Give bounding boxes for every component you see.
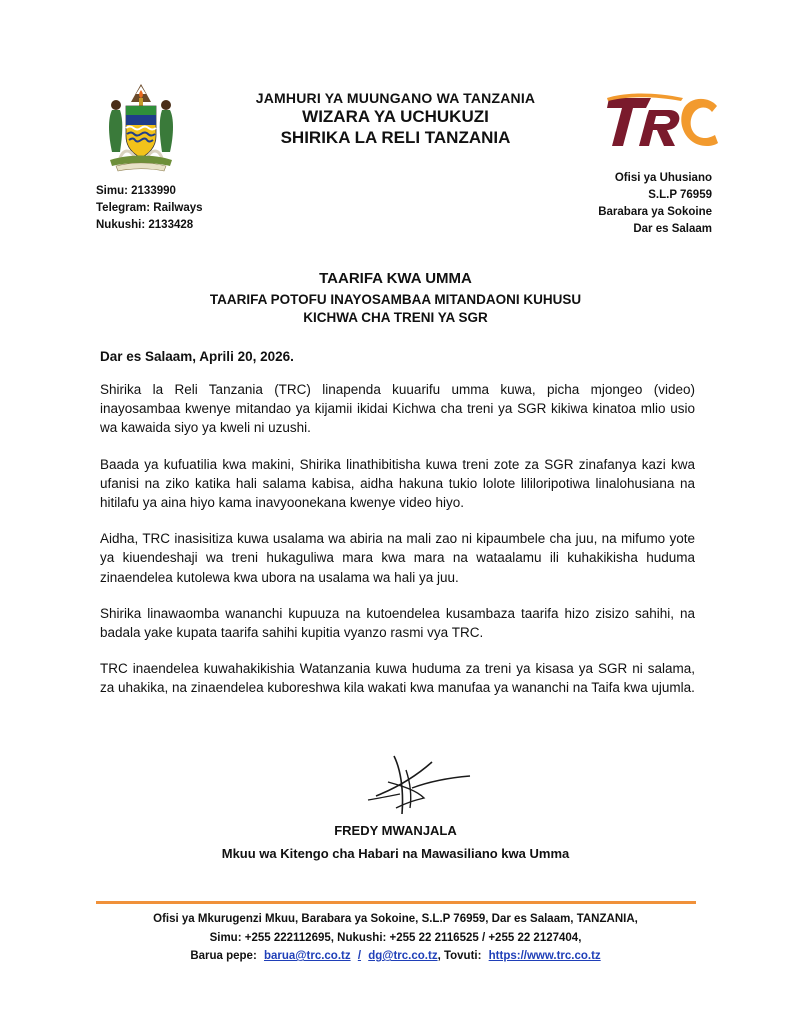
contact-block-right [598,170,712,238]
ministry-name: WIZARA YA UCHUKUZI [302,107,489,126]
press-release-titles [0,270,791,327]
footer-contacts [0,947,791,966]
city-text: Dar es Salaam [633,223,712,235]
organization-name: SHIRIKA LA RELI TANZANIA [280,128,511,147]
document-subtitle-line1: TAARIFA POTOFU INAYOSAMBAA MITANDAONI KUHUSU [209,292,582,307]
document-date: Dar es Salaam, Aprili 20, 2026. [100,349,294,364]
signer-title: Mkuu wa Kitengo cha Habari na Mawasiliano kwa Umma [221,846,570,861]
trc-logo [605,92,720,154]
body-paragraph: Baada ya kufuatilia kwa makini, Shirika linathibitisha kuwa treni zote za SGR zinafanya kazi kwa ufanisi na ziko katika hali salama kabisa, aidha hakuna tukio lolote lililoripotiwa linalohusiana na hitilafu ya aina hiyo kama inavyoonekana kwenye video hiyo. [100,456,695,511]
document-subtitle-line2: KICHWA CHA TRENI YA SGR [303,310,488,325]
office-text: Ofisi ya Uhusiano [614,172,712,184]
republic-name: JAMHURI YA MUUNGANO WA TANZANIA [255,90,536,106]
body-paragraph: TRC inaendelea kuwahakikishia Watanzania kuwa huduma za treni ya kisasa ya SGR ni salama, za uhakika, na zinaendelea kuboreshwa kila wakati kwa manufaa ya wananchi na Taifa kwa ujumla. [100,661,695,696]
phone-text: Simu: 2133990 [96,185,176,197]
fax-text: Nukushi: 2133428 [96,219,194,231]
email-link-barua[interactable]: barua@trc.co.tz [263,950,351,962]
website-link[interactable]: https://www.trc.co.tz [488,950,601,962]
footer-phones: Simu: +255 222112695, Nukushi: +255 22 2116525 / +255 22 2127404, [209,931,582,944]
handwritten-signature [366,748,474,820]
email-link-dg[interactable]: dg@trc.co.tz [368,950,438,962]
document-title: TAARIFA KWA UMMA [319,270,472,287]
footer [0,910,791,966]
document-body [100,380,695,715]
footer-address: Ofisi ya Mkurugenzi Mkuu, Barabara ya Sokoine, S.L.P 76959, Dar es Salaam, TANZANIA, [153,913,638,925]
signer-name: FREDY MWANJALA [334,823,457,838]
body-paragraph: Shirika la Reli Tanzania (TRC) linapenda kuuarifu umma kuwa, picha mjongeo (video) inayosambaa kwenye mitandao ya kijamii ikidai Kichwa cha treni ya SGR kikiwa kinatoa mlio usio wa kawaida siyo ya kweli ni uzushi. [100,382,695,436]
footer-divider [96,901,696,904]
email-label: Barua pepe: [190,950,257,962]
body-paragraph: Shirika linawaomba wananchi kupuuza na kutoendelea kusambaza taarifa hizo zisizo sahihi, na badala yake kupata taarifa sahihi kupitia vyanzo rasmi vya TRC. [100,605,695,641]
pobox-text: S.L.P 76959 [648,189,712,201]
body-paragraph: Aidha, TRC inasisitiza kuwa usalama wa abiria na mali zao ni kipaumbele cha juu, na mifumo yote ya kiuendeshaji wa treni hukaguliwa mara kwa mara na wataalamu ili kuhakikisha huduma zinaendelea kutolewa kwa ubora na usalama wa hali ya juu. [100,531,695,585]
telegram-text: Telegram: Railways [96,202,203,214]
email-separator: / [357,950,362,962]
website-label: , Tovuti: [437,950,482,962]
street-text: Barabara ya Sokoine [598,206,712,218]
contact-block-left [96,183,203,234]
